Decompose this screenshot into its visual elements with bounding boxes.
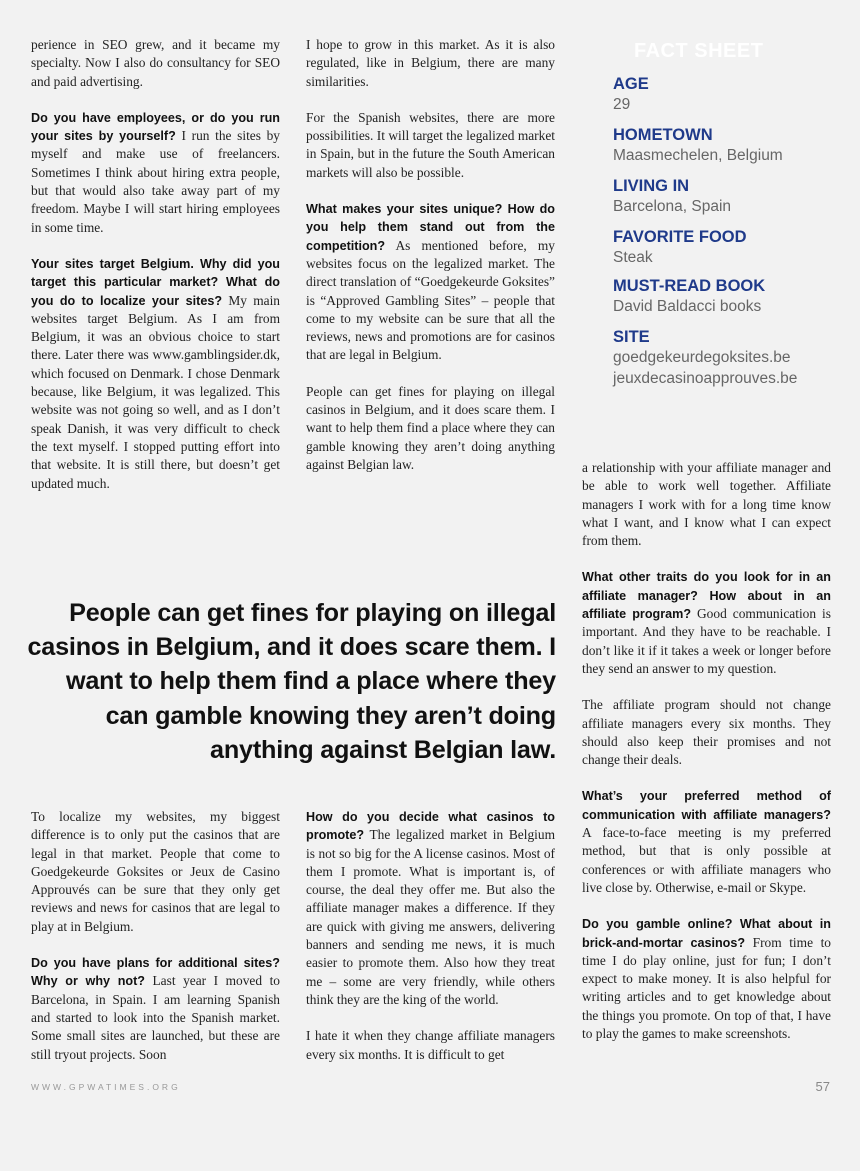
question-text: Do you gamble online? What about in brick-and-mortar casinos?	[582, 917, 831, 950]
answer-text: Last year I moved to Barcelona, in Spain. I am learning Spanish and started to look into the Spanish market. Some small sites are launched, but these are still tryout projects. Soon	[31, 973, 280, 1062]
answer-text: My main websites target Belgium. As I am from Belgium, it was an obvious choice to start there. Later there was www.gamblingsider.dk, which focused on Denmark. I chose Denmark because, like Belgium, it was legalized. This website was not going so well, and as I don’t speak Danish, it was very difficult to check the text myself. I stopped putting effort into that website. It is still there, but doesn’t get updated much.	[31, 292, 280, 491]
paragraph	[31, 954, 280, 1064]
fact-label: LIVING IN	[613, 177, 690, 195]
fact-value: goedgekeurdegoksites.be	[613, 349, 791, 366]
question-text: Do you have plans for additional sites? Why or why not?	[31, 956, 280, 989]
question-text: What’s your preferred method of communication with affiliate managers?	[582, 789, 831, 822]
paragraph	[306, 808, 555, 1009]
fact-label: HOMETOWN	[613, 126, 713, 144]
answer-text: A face-to-face meeting is my preferred method, but that is only possible at conferences or with affiliate managers who live close by. Otherwise, e-mail or Skype.	[582, 825, 831, 895]
fact-value: 29	[613, 96, 631, 113]
paragraph	[31, 109, 280, 237]
fact-living-in	[613, 176, 731, 217]
answer-text: I run the sites by myself and make use of freelancers. Sometimes I think about hiring extra people, but that would also take away part of my freedom. Maybe I will start hiring employees in some time.	[31, 128, 281, 235]
answer-text: As mentioned before, my websites focus on the legalized market. The direct translation of “Goedgekeurde Goksites” is “Approved Gambling Sites” – people that come to my website can be sure that all the reviews, news and promotions are for casinos that are legal in Belgium.	[306, 237, 555, 363]
fact-value: jeuxdecasinoapprouves.be	[613, 370, 798, 387]
column-2-bottom	[306, 808, 555, 1082]
fact-site	[613, 327, 797, 389]
fact-value: Barcelona, Spain	[613, 198, 732, 215]
question-text: How do you decide what casinos to promote?	[306, 810, 555, 843]
fact-sheet-title: FACT SHEET	[634, 40, 764, 62]
fact-age	[613, 74, 649, 115]
paragraph	[582, 787, 831, 897]
fact-value: David Baldacci books	[613, 298, 762, 315]
column-2-top	[306, 36, 555, 492]
question-text: Do you have employees, or do you run your sites by yourself?	[31, 110, 280, 144]
column-1-top	[31, 36, 280, 511]
answer-text: perience in SEO grew, and it became my specialty. Now I also do consultancy for SEO and paid advertising.	[31, 37, 280, 89]
paragraph	[582, 568, 831, 678]
fact-value: Steak	[613, 249, 653, 266]
paragraph	[582, 915, 831, 1043]
pull-quote: People can get fines for playing on illegal casinos in Belgium, and it does scare them. I want to help them find a place where they can gamble knowing they aren’t doing anything against Belgian law.	[27, 599, 556, 764]
answer-text: For the Spanish websites, there are more possibilities. It will target the legalized market in Spain, but in the future the South American markets will also be possible.	[306, 109, 555, 180]
fact-favorite-food	[613, 227, 747, 268]
answer-text: The affiliate program should not change affiliate managers every six months. They should also keep their promises and not change their deals.	[582, 697, 831, 768]
answer-text: I hate it when they change affiliate managers every six months. It is difficult to get	[306, 1028, 555, 1062]
fact-label: SITE	[613, 328, 650, 346]
fact-label: AGE	[613, 75, 649, 93]
answer-text: The legalized market in Belgium is not so big for the A license casinos. Most of them I promote. What is important is, of course, the deal they offer me. But also the affiliate manager makes a difference. If they are quick with giving me answers, delivering banners and sending me news, it is much easier to promote them. Also how they treat me – some are very friendly, while others think they are the king of the world.	[306, 827, 555, 1007]
page-number: 57	[815, 1079, 830, 1094]
paragraph	[306, 36, 555, 91]
paragraph	[31, 255, 280, 493]
fact-label: MUST-READ BOOK	[613, 277, 766, 295]
fact-label: FAVORITE FOOD	[613, 228, 747, 246]
paragraph	[582, 459, 831, 550]
answer-text: a relationship with your affiliate manager and be able to work well together. Affiliate managers I work with for a long time know what I want, and I know what I can expect from them.	[582, 460, 831, 549]
answer-text: I hope to grow in this market. As it is also regulated, like in Belgium, there are many similarities.	[306, 37, 555, 89]
paragraph	[306, 109, 555, 182]
paragraph	[306, 200, 555, 365]
paragraph	[306, 1027, 555, 1064]
paragraph	[582, 696, 831, 769]
paragraph	[31, 36, 280, 91]
question-text: What makes your sites unique? How do you help them stand out from the competition?	[306, 202, 555, 253]
paragraph	[31, 808, 280, 936]
answer-text: From time to time I do play online, just for fun; I don’t expect to make money. It is also helpful for writing articles and to get knowledge about the things you promote. On top of that, I have to play the games to make screenshots.	[582, 934, 831, 1042]
footer-url: WWW.GPWATIMES.ORG	[31, 1082, 181, 1092]
fact-must-read-book	[613, 276, 765, 317]
paragraph	[306, 383, 555, 474]
column-1-bottom	[31, 808, 280, 1082]
fact-value: Maasmechelen, Belgium	[613, 147, 783, 164]
answer-text: People can get fines for playing on illegal casinos in Belgium, and it does scare them. I want to help them find a place where they can gamble knowing they aren’t doing anything against Belgian law.	[306, 383, 555, 472]
fact-sheet	[582, 30, 832, 450]
column-3	[582, 459, 831, 1061]
answer-text: Good communication is important. And they have to be reachable. I don’t like it if it takes a week or longer before they send an answer to my question.	[582, 606, 831, 676]
answer-text: To localize my websites, my biggest difference is to only put the casinos that are legal in that market. People that come to Goedgekeurde Goksites or Jeux de Casino Approuvés can be sure that they only get reviews and news for casinos that are legal to play at in Belgium.	[31, 809, 280, 934]
question-text: What other traits do you look for in an affiliate manager? How about in an affiliate program?	[582, 570, 831, 622]
question-text: Your sites target Belgium. Why did you target this particular market? What do you do to localize your sites?	[31, 256, 280, 308]
fact-hometown	[613, 125, 783, 166]
